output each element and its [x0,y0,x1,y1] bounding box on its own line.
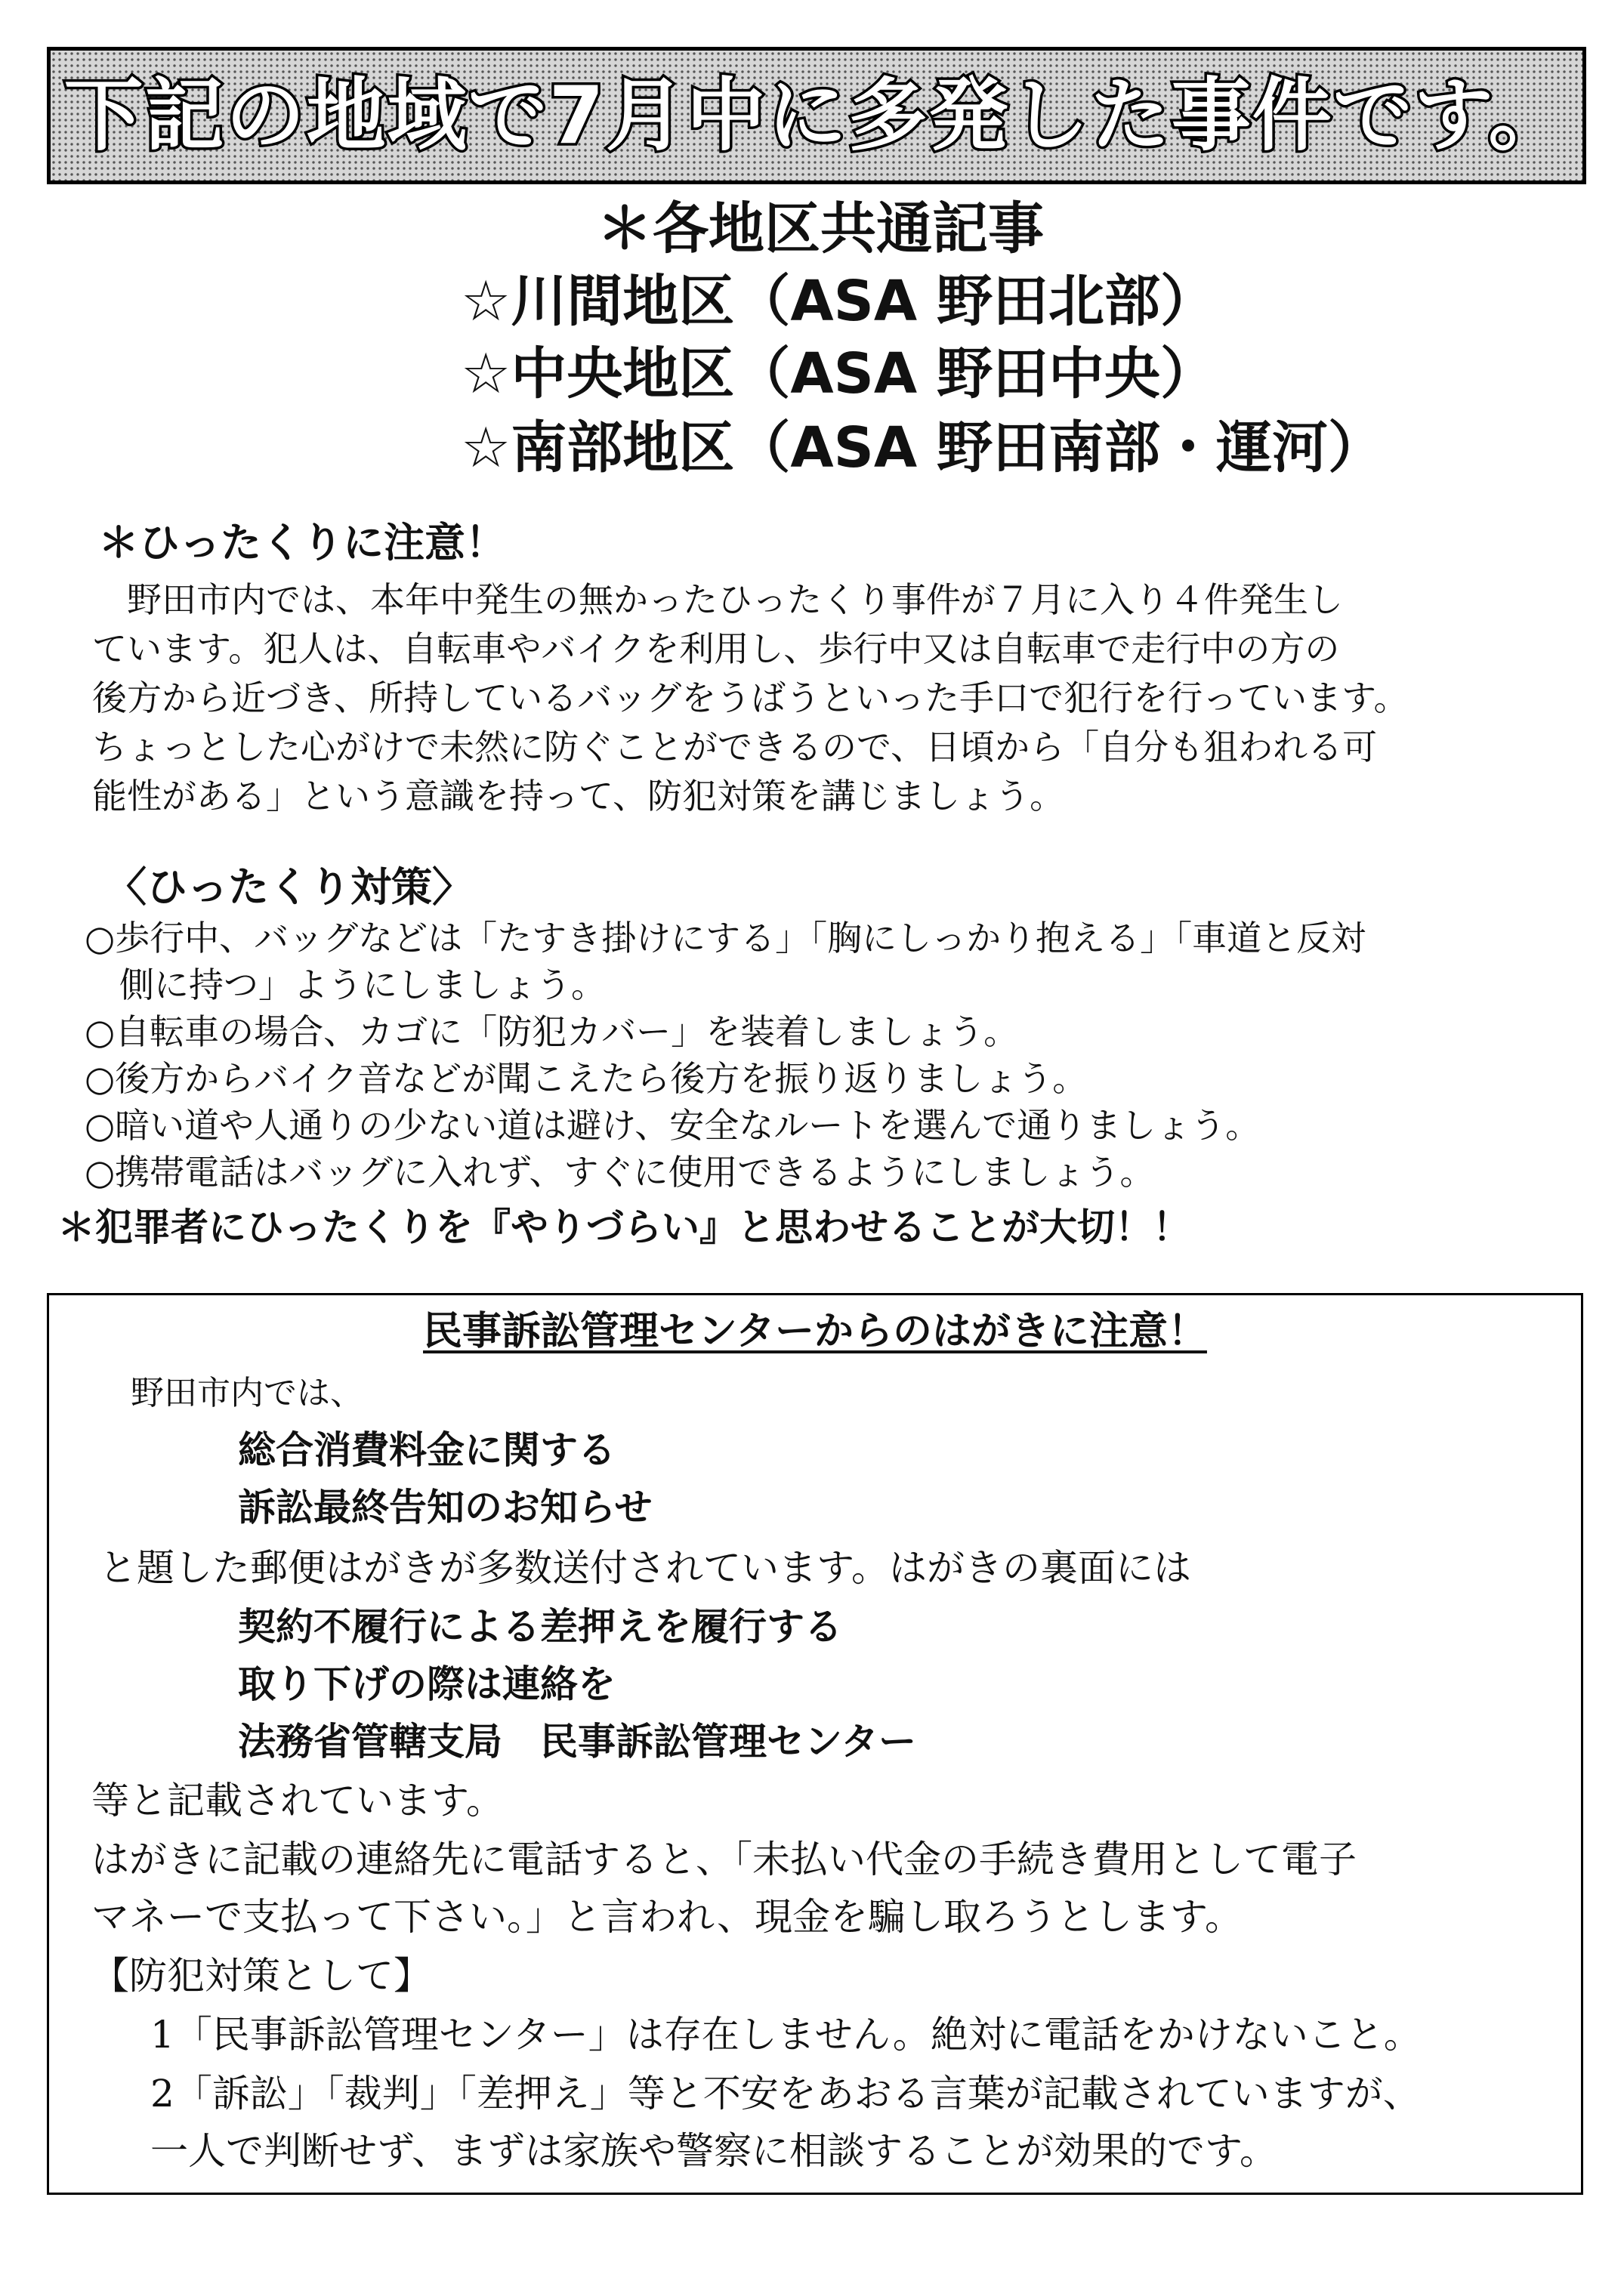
snatch-measures-heading: 〈ひったくり対策〉 [106,863,473,911]
snatch-body-line-4: ちょっとした心がけで未然に防ぐことができるので、日頃から「自分も狙われる可 [92,727,1378,767]
snatch-measure-1: ○歩行中、バッグなどは「たすき掛けにする」「胸にしっかり抱える」「車道と反対 [85,918,1366,958]
snatch-body-line-3: 後方から近づき、所持しているバッグをうばうといった手口で犯行を行っています。 [92,677,1409,718]
area-nanbu: ☆南部地区（ASA 野田南部・運河） [461,415,1384,480]
area-chuo: ☆中央地区（ASA 野田中央） [461,341,1216,406]
area-kawama: ☆川間地区（ASA 野田北部） [461,269,1216,334]
notice-back-2: 取り下げの際は連絡を [238,1662,616,1706]
notice-measure-1: 1「民事訴訟管理センター」は存在しません。絶対に電話をかけないこと。 [150,2013,1422,2057]
page-title: 下記の地域で7月中に多発した事件です。 [63,69,1570,162]
header-banner [47,47,1586,184]
notice-measure-2-cont: 一人で判断せず、まずは家族や警察に相談することが効果的です。 [150,2129,1277,2173]
area-common: ＊各地区共通記事 [597,196,1044,261]
notice-back-1: 契約不履行による差押えを履行する [238,1605,842,1649]
notice-after: 等と記載されています。 [91,1779,504,1822]
notice-intro: 野田市内では、 [131,1374,363,1412]
notice-measure-2: 2「訴訟」「裁判」「差押え」等と不安をあおる言葉が記載されていますが、 [150,2072,1421,2116]
notice-title [49,1309,1581,1354]
snatch-closing: ＊犯罪者にひったくりを『やりづらい』と思わせることが大切！！ [57,1205,1190,1249]
notice-mid: と題した郵便はがきが多数送付されています。はがきの裏面には [99,1546,1191,1590]
snatch-body-line-5: 能性がある」という意識を持って、防犯対策を講じましょう。 [92,776,1065,816]
notice-back-3: 法務省管轄支局 民事訴訟管理センター [238,1720,916,1764]
snatch-measure-5: ○携帯電話はバッグに入れず、すぐに使用できるようにしましょう。 [85,1152,1155,1193]
snatch-body-line-1: 野田市内では、本年中発生の無かったひったくり事件が７月に入り４件発生し [92,579,1343,620]
notice-subject-1: 総合消費料金に関する [238,1428,616,1472]
snatch-measure-1-cont: 側に持つ」ようにしましょう。 [85,964,606,1005]
notice-desc-2: マネーで支払って下さい。」と言われ、現金を騙し取ろうとします。 [91,1895,1243,1939]
snatch-measure-3: ○後方からバイク音などが聞こえたら後方を振り返りましょう。 [85,1058,1088,1099]
snatch-measure-4: ○暗い道や人通りの少ない道は避け、安全なルートを選んで通りましょう。 [85,1105,1261,1146]
snatch-heading: ＊ひったくりに注意！ [98,519,506,566]
notice-title-text: 民事訴訟管理センターからのはがきに注意！ [423,1309,1207,1354]
notice-subject-2: 訴訟最終告知のお知らせ [238,1486,653,1529]
notice-desc-1: はがきに記載の連絡先に電話すると、「未払い代金の手続き費用として電子 [91,1838,1357,1881]
notice-box [47,1293,1583,2195]
snatch-body-line-2: ています。犯人は、自転車やバイクを利用し、歩行中又は自転車で走行中の方の [92,628,1340,669]
notice-measures-heading: 【防犯対策として】 [91,1954,431,1998]
snatch-measure-2: ○自転車の場合、カゴに「防犯カバー」を装着しましょう。 [85,1011,1019,1052]
